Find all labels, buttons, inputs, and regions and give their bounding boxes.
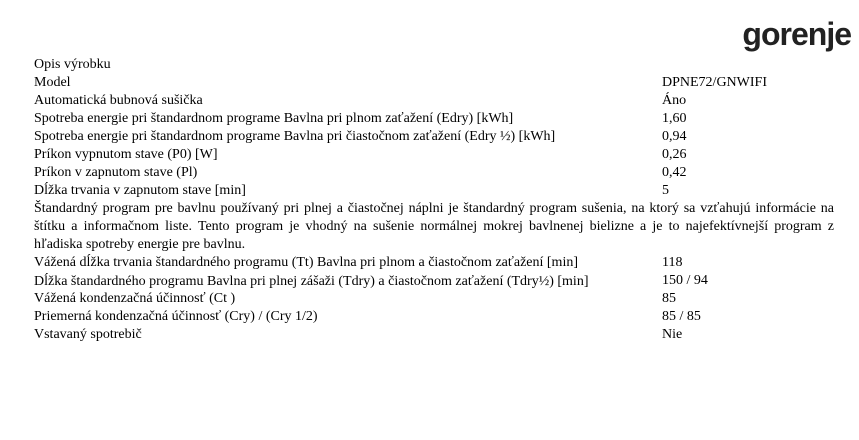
row-value-on-duration: 5 xyxy=(662,183,669,198)
row-label-program-duration: Dĺžka štandardného programu Bavlna pri plnej zášaži (Tdry) a čiastočnom zaťažení (Tdry½) [min] xyxy=(34,273,589,289)
row-value-average-condensation: 85 / 85 xyxy=(662,309,701,324)
row-value-dryer-type: Áno xyxy=(662,93,687,108)
row-value-built-in: Nie xyxy=(662,327,683,342)
table-row xyxy=(34,128,834,146)
row-label-energy-partial: Spotreba energie pri štandardnom programe Bavlna pri čiastočnom zaťažení (Edry ½) [kWh] xyxy=(34,129,556,144)
row-label-on-duration: Dĺžka trvania v zapnutom stave [min] xyxy=(34,183,246,198)
table-row xyxy=(34,110,834,128)
table-row xyxy=(34,254,834,272)
table-row xyxy=(34,146,834,164)
table-row xyxy=(34,326,834,344)
table-row xyxy=(34,272,834,290)
table-row xyxy=(34,290,834,308)
row-label-power-off: Príkon vypnutom stave (P0) [W] xyxy=(34,147,218,162)
row-label-built-in: Vstavaný spotrebič xyxy=(34,327,142,342)
gorenje-logo: gorenje xyxy=(742,16,851,52)
row-value-weighted-duration: 118 xyxy=(662,255,683,270)
table-row xyxy=(34,74,834,92)
table-row xyxy=(34,92,834,110)
standard-program-note: Štandardný program pre bavlnu používaný pri plnej a čiastočnej náplni je štandardný program sušenia, na ktorý sa vzťahujú informácie na štítku a informačnom liste. Tento program je vhodný na sušenie normálnej mokrej bavlnenej bielizne a je to najefektívnejší program z hľadiska spotreby energie pre bavlnu. xyxy=(34,201,834,252)
row-value-energy-full: 1,60 xyxy=(662,111,687,126)
table-row xyxy=(34,182,834,200)
row-value-program-duration: 150 / 94 xyxy=(662,273,708,288)
row-label-weighted-condensation: Vážená kondenzačná účinnosť (Ct ) xyxy=(34,291,236,306)
table-row xyxy=(34,308,834,326)
row-label-energy-full: Spotreba energie pri štandardnom programe Bavlna pri plnom zaťažení (Edry) [kWh] xyxy=(34,111,514,126)
section-title: Opis výrobku xyxy=(34,57,111,72)
table-row xyxy=(34,164,834,182)
row-label-average-condensation: Priemerná kondenzačná účinnosť (Cry) / (Cry 1/2) xyxy=(34,309,318,324)
row-value-power-off: 0,26 xyxy=(662,147,687,162)
row-value-model: DPNE72/GNWIFI xyxy=(662,75,767,90)
row-label-dryer-type: Automatická bubnová sušička xyxy=(34,93,203,108)
row-value-power-on: 0,42 xyxy=(662,165,687,180)
row-value-energy-partial: 0,94 xyxy=(662,129,687,144)
row-value-weighted-condensation: 85 xyxy=(662,291,676,306)
row-label-model: Model xyxy=(34,75,71,90)
row-label-power-on: Príkon v zapnutom stave (Pl) xyxy=(34,165,198,180)
section-title-row xyxy=(34,56,834,74)
product-info-sheet xyxy=(34,56,834,344)
row-label-weighted-duration: Vážená dĺžka trvania štandardného programu (Tt) Bavlna pri plnom a čiastočnom zaťažení [min] xyxy=(34,255,578,270)
